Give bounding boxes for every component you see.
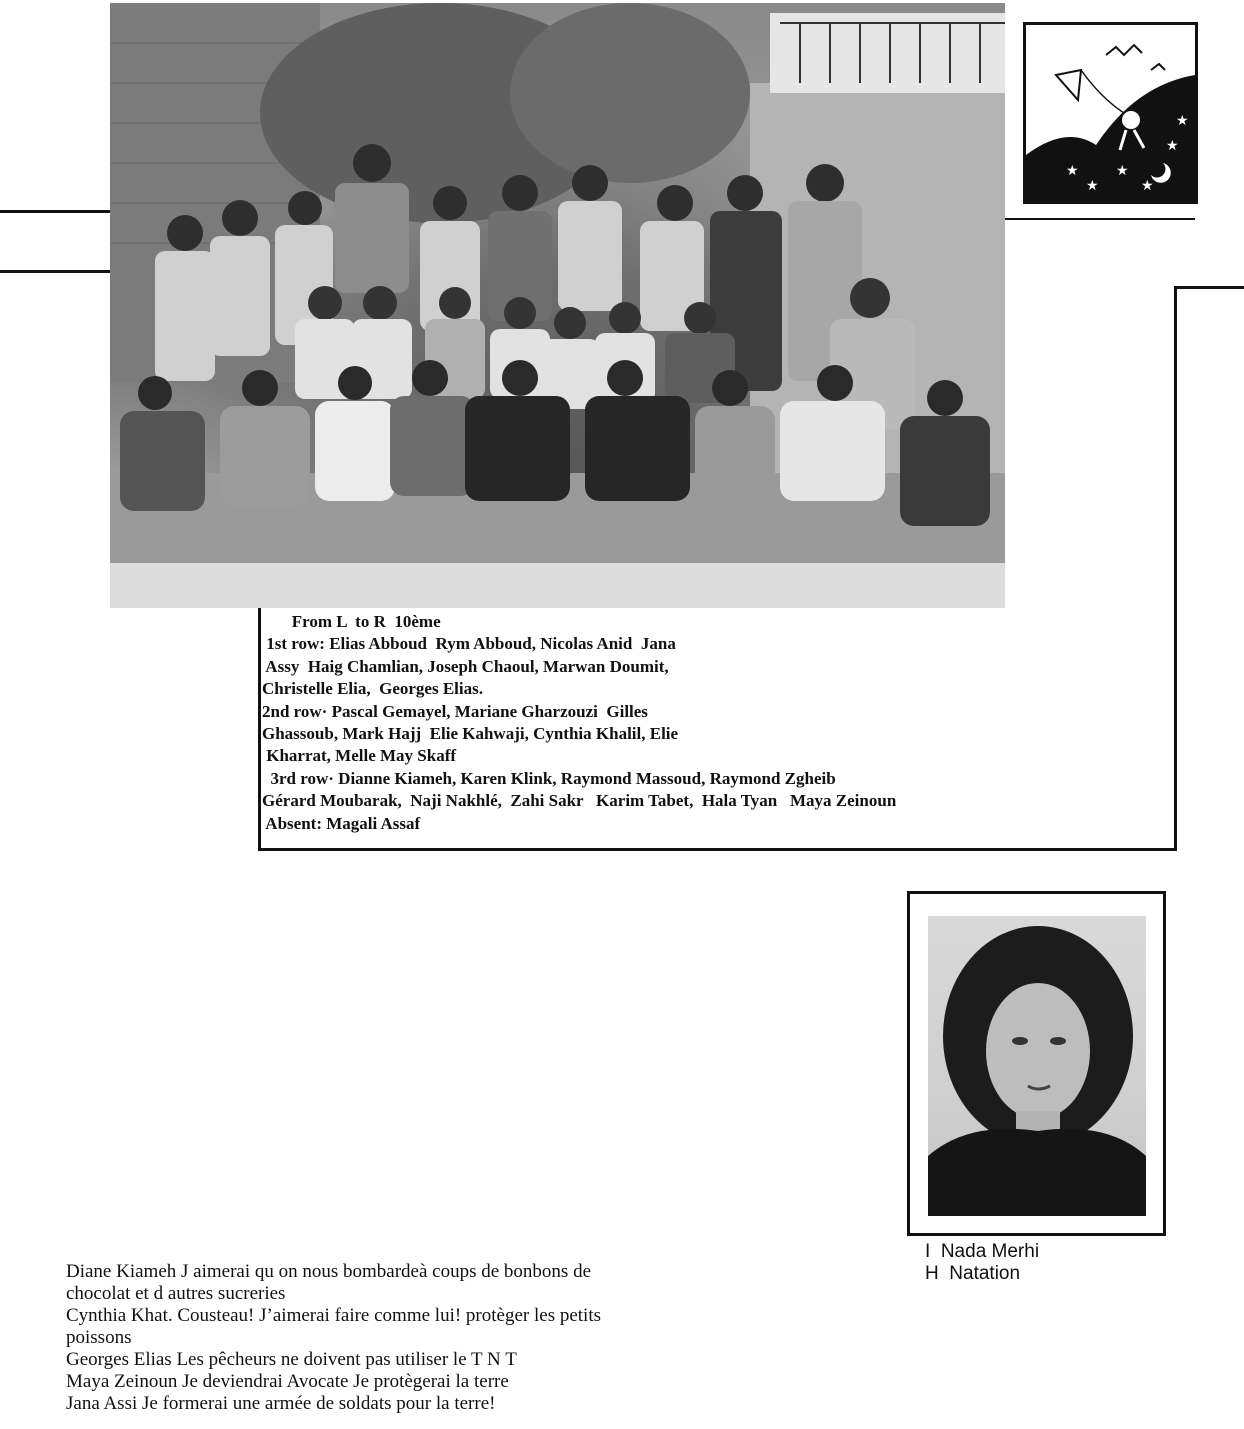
quote-line: Georges Elias Les pêcheurs ne doivent pas utiliser le T N T — [66, 1349, 517, 1370]
caption-line: Absent: Magali Assaf — [262, 813, 421, 833]
student-quotes — [66, 1261, 806, 1415]
svg-text:★: ★ — [1176, 113, 1189, 129]
rule-line-lower — [0, 270, 112, 273]
caption-line: 1st row: Elias Abboud Rym Abboud, Nicolas Anid Jana — [262, 634, 676, 654]
frame-line-top-right — [1174, 286, 1244, 289]
caption-line: 3rd row· Dianne Kiameh, Karen Klink, Raymond Massoud, Raymond Zgheib — [262, 768, 836, 788]
teacher-portrait-frame — [907, 891, 1166, 1236]
portrait-name: I Nada Merhi — [925, 1241, 1040, 1262]
caption-line: Assy Haig Chamlian, Joseph Chaoul, Marwan Doumit, — [262, 656, 669, 676]
caption-line: From L to R 10ème — [262, 612, 441, 631]
quote-line: Jana Assi Je formerai une armée de soldats pour la terre! — [66, 1393, 496, 1414]
caption-line: Kharrat, Melle May Skaff — [262, 746, 457, 766]
svg-text:★: ★ — [1066, 163, 1079, 179]
quote-line: poissons — [66, 1327, 132, 1348]
caption-line: Gérard Moubarak, Naji Nakhlé, Zahi Sakr Karim Tabet, Hala Tyan Maya Zeinoun — [262, 791, 897, 811]
rule-line-right-short — [1005, 218, 1195, 220]
svg-text:★: ★ — [1086, 178, 1099, 194]
rule-line-upper — [0, 210, 112, 213]
quote-line: chocolat et d autres sucreries — [66, 1283, 286, 1304]
teacher-portrait-photo — [928, 916, 1146, 1216]
quote-line: Diane Kiameh J aimerai qu on nous bombardeà coups de bonbons de — [66, 1261, 592, 1282]
quote-line: Maya Zeinoun Je deviendrai Avocate Je protègerai la terre — [66, 1371, 509, 1392]
portrait-caption — [925, 1241, 1039, 1285]
portrait-subject: H Natation — [925, 1263, 1021, 1284]
svg-text:★: ★ — [1166, 138, 1179, 154]
caption-line: Christelle Elia, Georges Elias. — [262, 679, 483, 699]
caption-line: 2nd row· Pascal Gemayel, Mariane Gharzouzi Gilles — [262, 701, 648, 721]
kite-illustration — [1023, 22, 1198, 204]
class-group-photo — [110, 3, 1005, 608]
photo-caption — [262, 611, 1162, 835]
svg-text:★: ★ — [1116, 163, 1129, 179]
caption-line: Ghassoub, Mark Hajj Elie Kahwaji, Cynthia Khalil, Elie — [262, 723, 679, 743]
svg-text:★: ★ — [1141, 178, 1154, 194]
quote-line: Cynthia Khat. Cousteau! J’aimerai faire comme lui! protèger les petits — [66, 1305, 601, 1326]
